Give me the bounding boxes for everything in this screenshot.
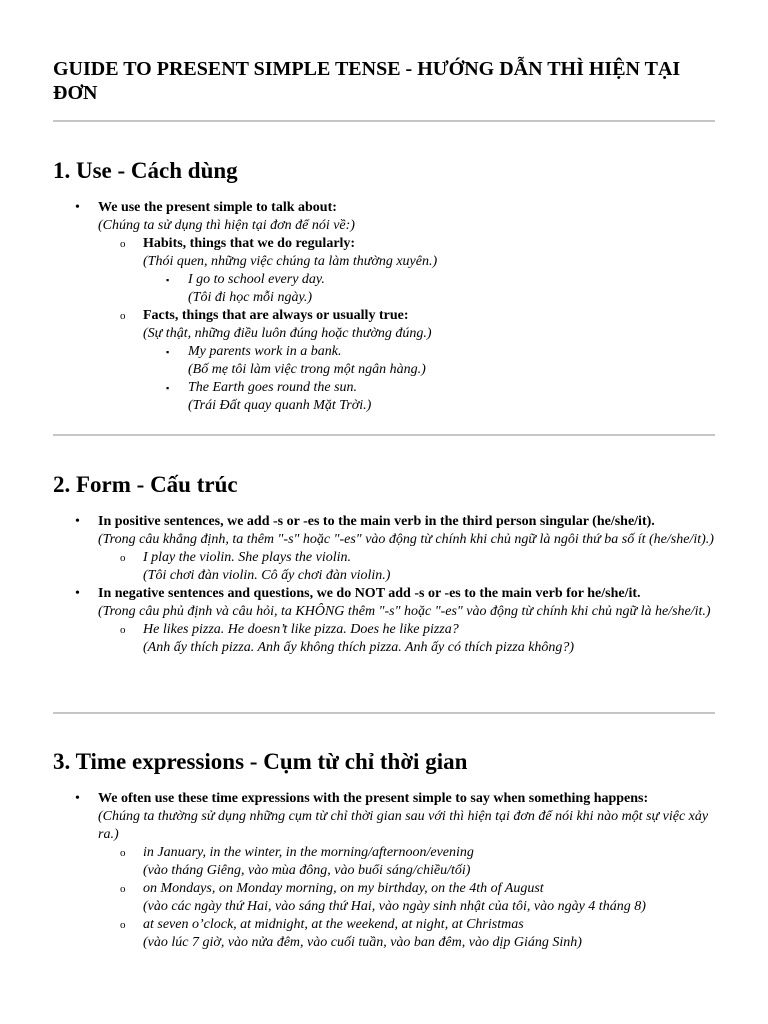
bullet-marker: ▪ [166, 347, 170, 357]
sub-list [98, 235, 717, 415]
bullet-marker: o [120, 919, 126, 931]
example-en: He likes pizza. He doesn’t like pizza. Does he like pizza? [143, 622, 459, 637]
example-vi: (vào tháng Giêng, vào mùa đông, vào buổi sáng/chiều/tối) [143, 863, 471, 878]
list-item [53, 790, 717, 952]
list-item [143, 271, 717, 307]
section-heading: 2. Form - Cấu trúc [53, 472, 238, 497]
item-text-en: In negative sentences and questions, we do NOT add -s or -es to the main verb for he/she/it. [98, 586, 641, 601]
document-title: GUIDE TO PRESENT SIMPLE TENSE - HƯỚNG DẪN THÌ HIỆN TẠI ĐƠN [53, 58, 681, 104]
list-item [98, 235, 717, 307]
list-item [98, 880, 717, 916]
list-item [98, 307, 717, 415]
item-text-en: In positive sentences, we add -s or -es to the main verb in the third person singular (he/she/it). [98, 514, 655, 529]
bullet-list [53, 513, 717, 657]
section-time-expressions [53, 748, 717, 952]
bullet-marker: ▪ [166, 275, 170, 285]
item-text-en: We use the present simple to talk about: [98, 200, 337, 215]
list-item [143, 343, 717, 379]
section-form [53, 471, 717, 657]
list-item [98, 916, 717, 952]
bullet-marker: o [120, 310, 126, 322]
item-text-vi: (Chúng ta sử dụng thì hiện tại đơn để nói về:) [98, 218, 355, 233]
item-text-vi: (Chúng ta thường sử dụng những cụm từ chỉ thời gian sau với thì hiện tại đơn để nói khi nào một sự việc xảy ra.) [98, 809, 709, 842]
list-item [143, 379, 717, 415]
example-vi: (Bố mẹ tôi làm việc trong một ngân hàng.) [188, 362, 426, 377]
section-heading: 1. Use - Cách dùng [53, 158, 238, 183]
item-text-vi: (Trong câu khẳng định, ta thêm "-s" hoặc "-es" vào động từ chính khi chủ ngữ là ngôi thứ ba số ít (he/she/it).) [98, 532, 714, 547]
bullet-marker: • [75, 791, 80, 806]
list-item [98, 844, 717, 880]
example-en: in January, in the winter, in the morning/afternoon/evening [143, 845, 474, 860]
example-en: I go to school every day. [188, 272, 325, 287]
example-vi: (Anh ấy thích pizza. Anh ấy không thích pizza. Anh ấy có thích pizza không?) [143, 640, 575, 655]
bullet-marker: o [120, 624, 126, 636]
section-heading: 3. Time expressions - Cụm từ chỉ thời gian [53, 749, 468, 774]
item-text-vi: (Sự thật, những điều luôn đúng hoặc thường đúng.) [143, 326, 432, 341]
bullet-marker: • [75, 200, 80, 215]
item-text-en: We often use these time expressions with the present simple to say when something happens: [98, 791, 649, 806]
sub-list [143, 343, 717, 415]
bullet-list [53, 790, 717, 952]
example-vi: (vào lúc 7 giờ, vào nửa đêm, vào cuối tuần, vào ban đêm, vào dịp Giáng Sinh) [143, 935, 582, 950]
item-text-vi: (Thói quen, những việc chúng ta làm thường xuyên.) [143, 254, 438, 269]
divider [53, 434, 715, 436]
section-use [53, 157, 717, 415]
example-vi: (Tôi đi học mỗi ngày.) [188, 290, 313, 305]
example-vi: (Tôi chơi đàn violin. Cô ấy chơi đàn violin.) [143, 568, 391, 583]
example-en: My parents work in a bank. [188, 344, 342, 359]
divider [53, 120, 715, 122]
example-vi: (Trái Đất quay quanh Mặt Trời.) [188, 398, 372, 413]
list-item [53, 199, 717, 415]
divider [53, 712, 715, 714]
example-vi: (vào các ngày thứ Hai, vào sáng thứ Hai, vào ngày sinh nhật của tôi, vào ngày 4 tháng 8) [143, 899, 646, 914]
bullet-marker: • [75, 586, 80, 601]
bullet-list [53, 199, 717, 415]
sub-list [143, 271, 717, 307]
bullet-marker: ▪ [166, 383, 170, 393]
bullet-marker: o [120, 883, 126, 895]
list-item [98, 621, 717, 657]
list-item [53, 513, 717, 585]
example-en: I play the violin. She plays the violin. [143, 550, 352, 565]
bullet-marker: • [75, 514, 80, 529]
bullet-marker: o [120, 552, 126, 564]
example-en: The Earth goes round the sun. [188, 380, 358, 395]
list-item [98, 549, 717, 585]
item-text-vi: (Trong câu phủ định và câu hỏi, ta KHÔNG thêm "-s" hoặc "-es" vào động từ chính khi chủ ngữ là he/she/it.) [98, 604, 711, 619]
list-item [53, 585, 717, 657]
sub-list [98, 844, 717, 952]
example-en: on Mondays, on Monday morning, on my birthday, on the 4th of August [143, 881, 544, 896]
item-text-en: Facts, things that are always or usually true: [143, 308, 409, 323]
bullet-marker: o [120, 847, 126, 859]
item-text-en: Habits, things that we do regularly: [143, 236, 356, 251]
sub-list [98, 549, 717, 585]
sub-list [98, 621, 717, 657]
example-en: at seven o’clock, at midnight, at the weekend, at night, at Christmas [143, 917, 524, 932]
bullet-marker: o [120, 238, 126, 250]
